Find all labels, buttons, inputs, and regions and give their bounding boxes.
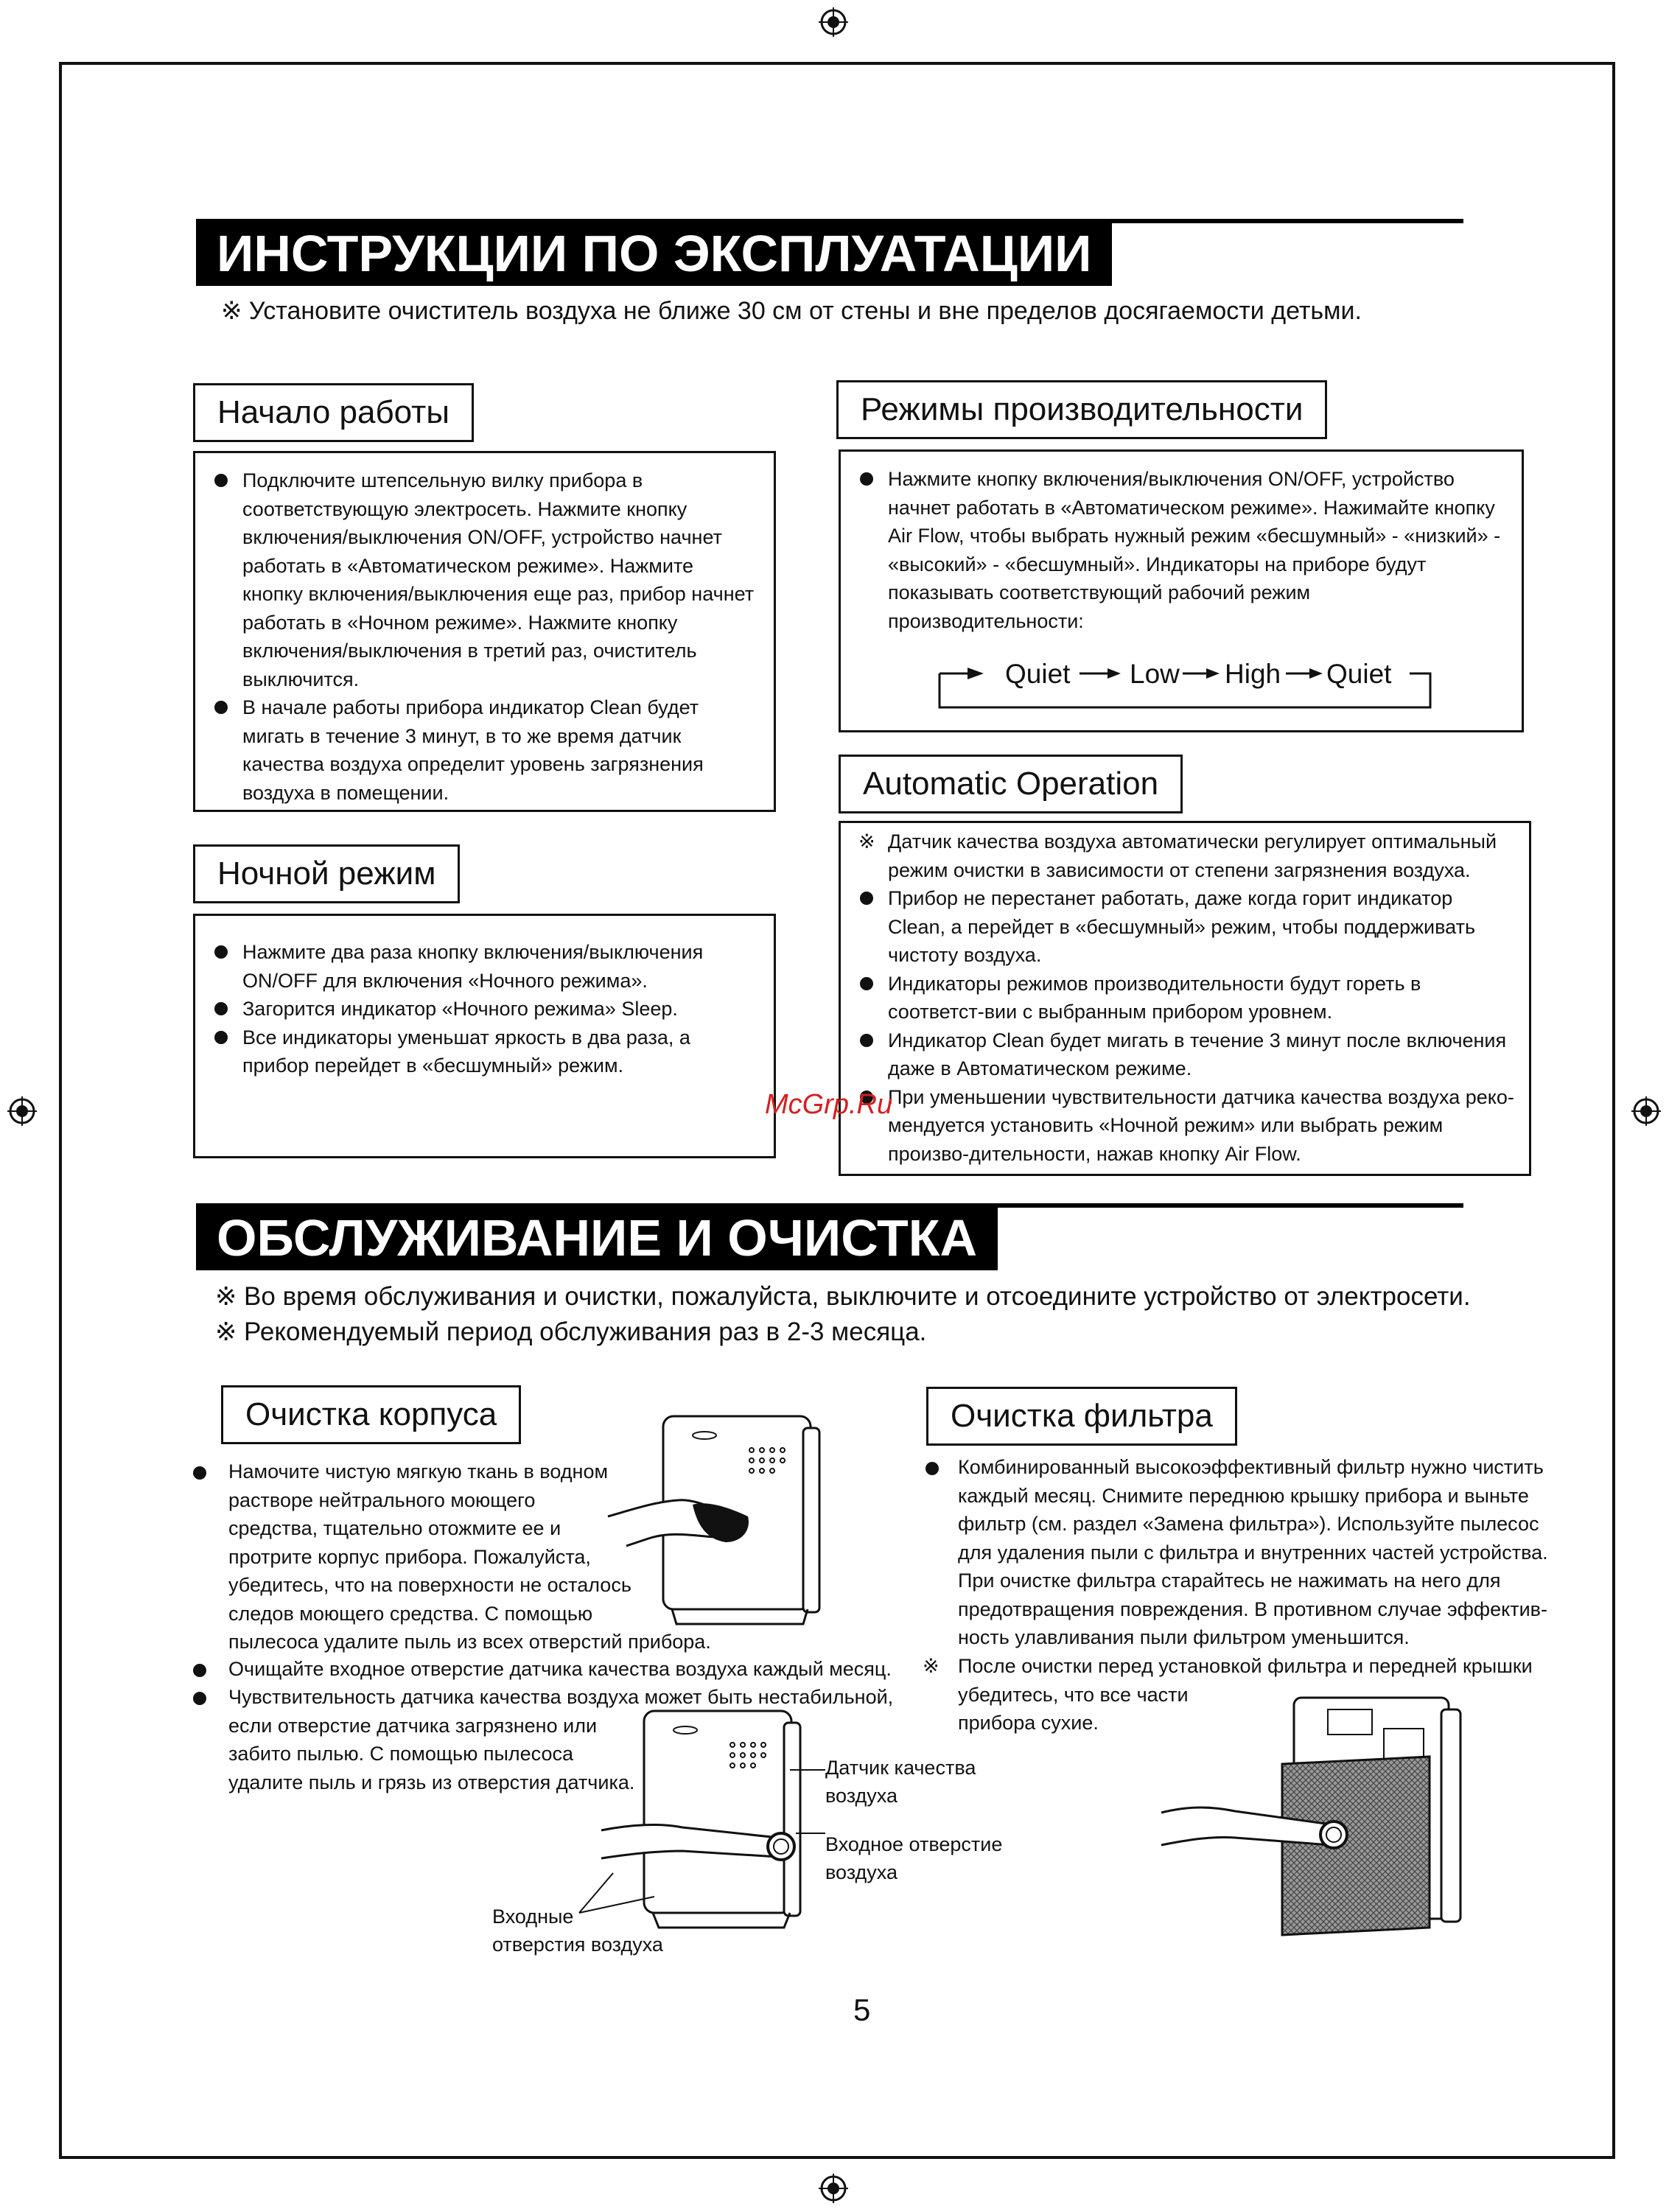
- night-box: [193, 914, 776, 1158]
- bullet-icon: [214, 1031, 228, 1044]
- auto-box: [839, 821, 1531, 1176]
- registration-mark-icon: [7, 1096, 37, 1126]
- bullet-icon: [214, 1002, 228, 1015]
- list-item: Прибор не перестанет работать, даже когда горит индикатор Clean, а перейдет в «бесшумный» режим, чтобы поддерживать чистоту воздуха.: [858, 884, 1514, 970]
- registration-mark-icon: [1631, 1096, 1661, 1126]
- watermark: McGrp.Ru: [765, 1089, 893, 1120]
- bullet-icon: [193, 1466, 206, 1480]
- list-item: Индикатор Clean будет мигать в течение 3 минут после включения даже в Автоматическом режиме.: [858, 1026, 1514, 1083]
- list-item: ※ Датчик качества воздуха автоматически регулирует оптимальный режим очистки в зависимости от степени загрязнения воздуха.: [858, 827, 1514, 884]
- list-item: В начале работы прибора индикатор Clean будет мигать в течение 3 минут, в то же время датчик качества воздуха определит уровень загрязнения воздуха в помещении.: [213, 693, 759, 807]
- bullet-icon: [214, 945, 228, 959]
- filter-clean-item-1: Комбинированный высокоэффективный фильтр нужно чистить каждый месяц. Снимите переднюю крышку прибора и выньте фильтр (см. раздел «Замена фильтра»). Используйте пылесос для удаления пыли с фильтра и внутренних частей устройства. При очистке фильтра старайтесь не нажимать на него для предотвращения повреждения. В противном случае эффектив- ность улавливания пыли фильтром уменьшится.: [958, 1456, 1548, 1648]
- list-item: Нажмите кнопку включения/выключения ON/OFF, устройство начнет работать в «Автоматическом режиме». Нажимайте кнопку Air Flow, чтобы выбрать нужный режим «бесшумный» - «низкий» - «высокий» - «бесшумный». Индикаторы на приборе будут показывать соответствующий рабочий режим производительности:: [858, 465, 1507, 635]
- filter-clean-title: Очистка фильтра: [926, 1387, 1237, 1446]
- bullet-icon: [214, 701, 228, 714]
- section-title-operation: ИНСТРУКЦИИ ПО ЭКСПЛУАТАЦИИ: [196, 221, 1112, 286]
- purifier-wiping-illustration: [604, 1413, 833, 1634]
- page-number: 5: [853, 1992, 871, 2027]
- bullet-icon: [860, 1034, 873, 1047]
- auto-title: Automatic Operation: [839, 755, 1183, 813]
- registration-mark-icon: [819, 2174, 848, 2203]
- list-item: Нажмите два раза кнопку включения/выключения ON/OFF для включения «Ночного режима».: [213, 938, 759, 995]
- inlets-label: Входные отверстия воздуха: [492, 1905, 663, 1956]
- sensor-label: Датчик качества воздуха: [825, 1757, 976, 1807]
- maintenance-period-note: ※ Рекомендуемый период обслуживания раз в 2-3 месяца.: [215, 1317, 927, 1346]
- night-title: Ночной режим: [193, 844, 460, 903]
- registration-mark-icon: [819, 7, 848, 37]
- bullet-icon: [193, 1692, 206, 1705]
- modes-title: Режимы производительности: [836, 380, 1327, 439]
- bullet-icon: [926, 1462, 939, 1475]
- list-item: Все индикаторы уменьшат яркость в два раза, а прибор перейдет в «бесшумный» режим.: [213, 1023, 759, 1080]
- filter-vacuum-illustration: [1161, 1695, 1471, 1945]
- bullet-icon: [214, 474, 228, 487]
- filter-clean-item-2: После очистки перед установкой фильтра и передней крышки убедитесь, что все части прибора сухие.: [958, 1655, 1533, 1734]
- list-item: Подключите штепсельную вилку прибора в соответствующую электросеть. Нажмите кнопку включения/выключения ON/OFF, устройство начнет работать в «Автоматическом режиме». Нажмите кнопку включения/выключения еще раз, прибор начнет работать в «Ночном режиме». Нажмите кнопку включения/выключения в третий раз, очиститель выключится.: [213, 466, 759, 693]
- bullet-icon: [860, 472, 873, 486]
- placement-note: ※ Установите очиститель воздуха не ближе 30 см от стены и вне пределов досягаемости детьми.: [221, 297, 1362, 325]
- inlet-label: Входное отверстие воздуха: [825, 1833, 1003, 1883]
- list-item: Загорится индикатор «Ночного режима» Sleep.: [213, 995, 759, 1023]
- start-title: Начало работы: [193, 383, 474, 442]
- body-clean-item-2: Очищайте входное отверстие датчика качества воздуха каждый месяц.: [228, 1658, 892, 1680]
- start-box: [193, 451, 776, 812]
- mode-quiet-label: Quiet: [1005, 659, 1071, 689]
- bullet-icon: [193, 1664, 206, 1677]
- body-clean-item-3: Чувствительность датчика качества воздуха может быть нестабильной, если отверстие датчика загрязнено или забито пылью. С помощью пылесоса удалите пыль и грязь из отверстия датчика.: [228, 1686, 894, 1793]
- bullet-icon: [860, 892, 873, 905]
- bullet-icon: [860, 977, 873, 990]
- maintenance-note: ※ Во время обслуживания и очистки, пожалуйста, выключите и отсоедините устройство от электросети.: [215, 1282, 1471, 1311]
- body-clean-title: Очистка корпуса: [221, 1385, 521, 1444]
- section-title-maintenance: ОБСЛУЖИВАНИЕ И ОЧИСТКА: [196, 1205, 998, 1270]
- list-item: Индикаторы режимов производительности будут гореть в соответст-вии с выбранным прибором уровнем.: [858, 970, 1514, 1026]
- note-mark-icon: ※: [923, 1655, 940, 1677]
- note-mark-icon: ※: [858, 830, 875, 853]
- mode-quiet-label: Quiet: [1326, 659, 1392, 689]
- mode-low-label: Low: [1130, 659, 1180, 689]
- body-clean-item-1: Намочите чистую мягкую ткань в водном растворе нейтрального моющего средства, тщательно отожмите ее и протрите корпус прибора. Пожалуйста, убедитесь, что на поверхности не осталось следов моющего средства. С помощью пылесоса удалите пыль из всех отверстий прибора.: [228, 1460, 711, 1653]
- list-item: При уменьшении чувствительности датчика качества воздуха реко-мендуется установить «Ночной режим» или выбрать режим произво-дительности, нажав кнопку Air Flow.: [858, 1083, 1514, 1169]
- mode-high-label: High: [1225, 659, 1281, 689]
